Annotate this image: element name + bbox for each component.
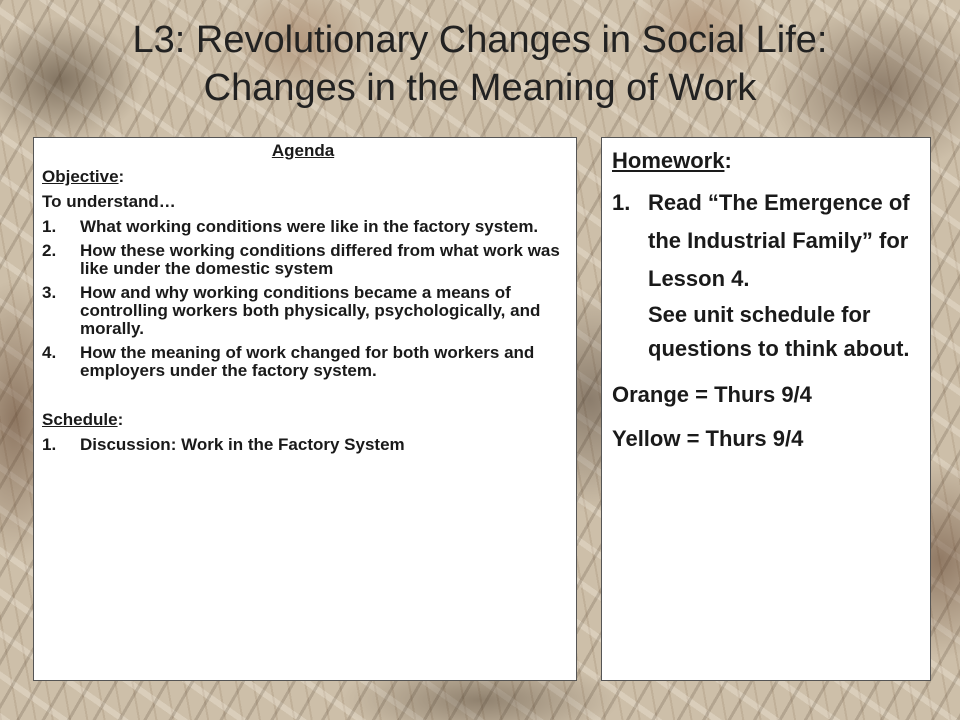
schedule-list [42, 436, 564, 454]
schedule-colon: : [117, 410, 124, 429]
homework-due-orange: Orange = Thurs 9/4 [612, 382, 812, 407]
objective-item [42, 344, 564, 380]
objective-intro: To understand… [42, 192, 176, 211]
homework-panel [601, 137, 931, 681]
schedule-item [42, 436, 564, 454]
schedule-label: Schedule [42, 410, 118, 429]
objective-label: Objective [42, 167, 119, 186]
objective-number: 3. [42, 283, 57, 302]
section-spacer [42, 386, 564, 411]
objective-number: 4. [42, 343, 57, 362]
objective-item [42, 284, 564, 338]
agenda-heading: Agenda [271, 141, 335, 160]
homework-heading: Homework [612, 148, 725, 173]
schedule-text: Discussion: Work in the Factory System [80, 435, 405, 454]
homework-due-yellow: Yellow = Thurs 9/4 [612, 426, 804, 451]
objective-item [42, 218, 564, 236]
agenda-panel [33, 137, 577, 681]
objectives-list [42, 218, 564, 380]
objective-item [42, 242, 564, 278]
slide-title-line-2: Changes in the Meaning of Work [203, 67, 757, 109]
slide-title [20, 16, 940, 112]
homework-item [612, 184, 920, 366]
homework-note: See unit schedule for questions to think about. [648, 302, 910, 361]
objective-label-line [42, 168, 564, 186]
schedule-label-line [42, 411, 564, 429]
objective-number: 2. [42, 241, 57, 260]
homework-colon: : [724, 148, 732, 173]
objective-text: How and why working conditions became a means of controlling workers both physically, psychologically, and morally. [80, 283, 541, 338]
objective-colon: : [118, 167, 125, 186]
homework-number: 1. [612, 190, 631, 215]
objective-text: What working conditions were like in the factory system. [80, 217, 539, 236]
objective-text: How these working conditions differed from what work was like under the domestic system [80, 241, 560, 278]
objective-text: How the meaning of work changed for both workers and employers under the factory system. [80, 343, 535, 380]
homework-heading-line [612, 146, 920, 175]
slide-title-line-1: L3: Revolutionary Changes in Social Life: [132, 19, 828, 61]
schedule-number: 1. [42, 435, 57, 454]
homework-text: Read “The Emergence of the Industrial Family” for Lesson 4. [648, 190, 910, 291]
objective-number: 1. [42, 217, 57, 236]
homework-list [612, 184, 920, 366]
